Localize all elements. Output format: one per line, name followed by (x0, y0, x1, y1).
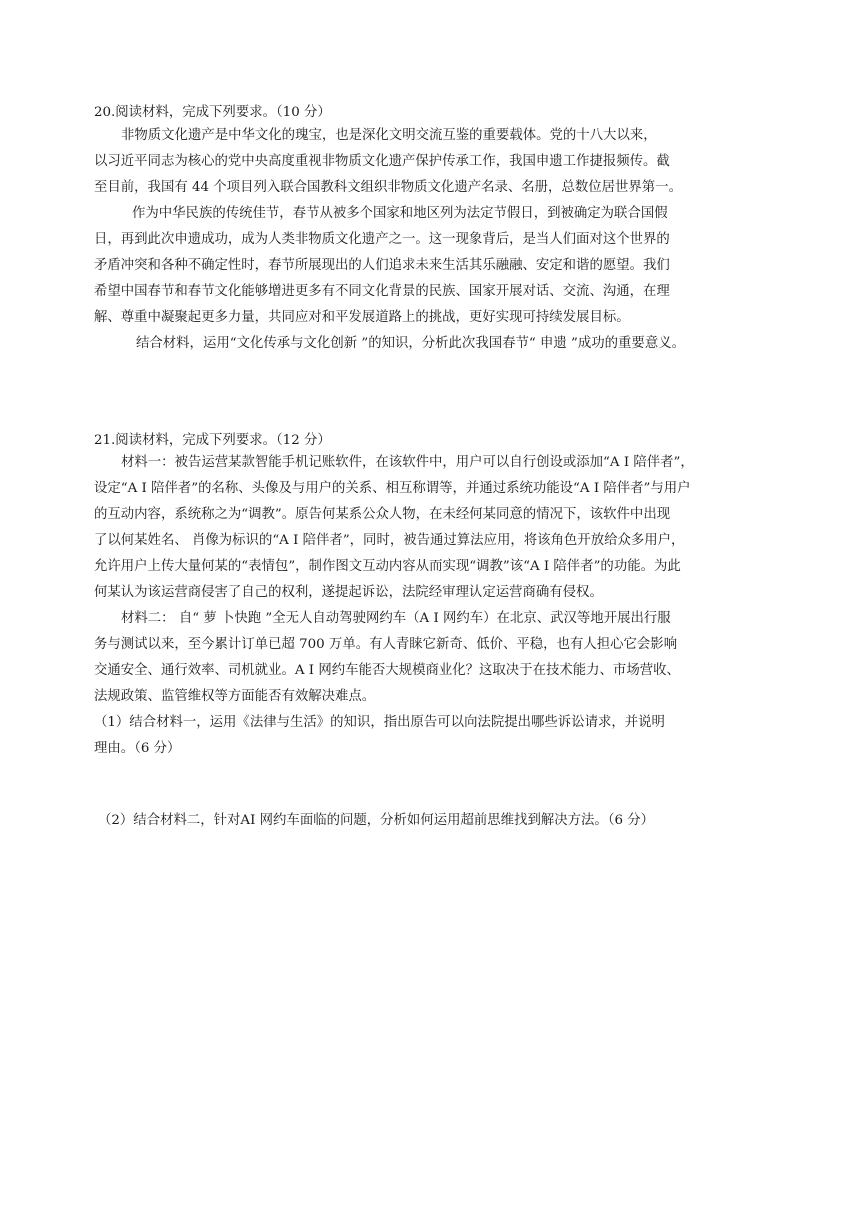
q21-m2-line: 交通安全、通行效率、司机就业。A I 网约车能否大规模商业化？这取决于在技术能力、市场营收、 (94, 663, 680, 678)
q20-p2-line: 矛盾冲突和各种不确定性时，春节所展现出的人们追求未来生活其乐融融、安定和谐的愿望。我们 (94, 258, 670, 273)
q20-p2-line: 希望中国春节和春节文化能够增进更多有不同文化背景的民族、国家开展对话、交流、沟通，在理 (94, 284, 670, 299)
q20-p1-line: 至目前，我国有 44 个项目列入联合国教科文组织非物质文化遗产名录、名册，总数位居世界第一。 (94, 180, 682, 195)
q20-p2-line: 日，再到此次申遗成功，成为人类非物质文化遗产之一。这一现象背后，是当人们面对这个世界的 (94, 232, 670, 247)
q21-m1-line: 允许用户上传大量何某的“表情包”，制作图文互动内容从而实现“调教”该“A I 陪伴者”的功能。为此 (94, 559, 681, 574)
q21-m1-line: 何某认为该运营商侵害了自己的权利，遂提起诉讼，法院经审理认定运营商确有侵权。 (94, 585, 603, 600)
q21-m1-line: 的互动内容，系统称之为“调教”。原告何某系公众人物，在未经何某同意的情况下，该软件中出现 (94, 507, 671, 522)
q21-m2-line: 务与测试以来，至今累计订单已超 700 万单。有人青睐它新奇、低价、平稳，也有人担心它会影响 (94, 637, 678, 652)
q21-m1-line: 了以何某姓名、 肖像为标识的“A I 陪伴者”，同时，被告通过算法应用，将该角色开放给众多用户， (94, 533, 685, 548)
q20-p1-line: 非物质文化遗产是中华文化的瑰宝，也是深化文明交流互鉴的重要载体。党的十八大以来， (121, 128, 657, 143)
q21-m2-line: 法规政策、监管维权等方面能否有效解决难点。 (94, 689, 376, 704)
q20-question: 结合材料，运用“文化传承与文化创新 ”的知识，分析此次我国春节“ 申遗 ”成功的重要意义。 (136, 336, 685, 351)
q20-p1-line: 以习近平同志为核心的党中央高度重视非物质文化遗产保护传承工作，我国申遗工作捷报频传。截 (94, 154, 670, 169)
q21-sub1-line: （1）结合材料一，运用《法律与生活》的知识，指出原告可以向法院提出哪些诉讼请求，并说明 (94, 715, 665, 730)
q20-p2-line: 解、尊重中凝聚起更多力量，共同应对和平发展道路上的挑战，更好实现可持续发展目标。 (94, 310, 630, 325)
q21-m1-line: 设定“A I 陪伴者”的名称、头像及与用户的关系、相互称谓等，并通过系统功能设“A I 陪伴者”与用户 (94, 481, 691, 496)
q20-p2-line: 作为中华民族的传统佳节，春节从被多个国家和地区列为法定节假日，到被确定为联合国假 (132, 206, 668, 221)
q21-m1-line: 材料一：被告运营某款智能手机记账软件，在该软件中，用户可以自行创设或添加“A I 陪伴者”， (121, 455, 694, 470)
q21-title: 21.阅读材料，完成下列要求。（12 分） (94, 433, 331, 448)
q20-title: 20.阅读材料，完成下列要求。（10 分） (94, 105, 331, 120)
q21-sub1-line: 理由。（6 分） (94, 741, 181, 756)
q21-m2-line: 材料二： 自“ 萝 卜快跑 ”全无人自动驾驶网约车（A I 网约车）在北京、武汉等地开展出行服 (121, 611, 671, 626)
q21-sub2: （2）结合材料二，针对AI 网约车面临的问题，分析如何运用超前思维找到解决方法。（6 分） (98, 813, 655, 828)
